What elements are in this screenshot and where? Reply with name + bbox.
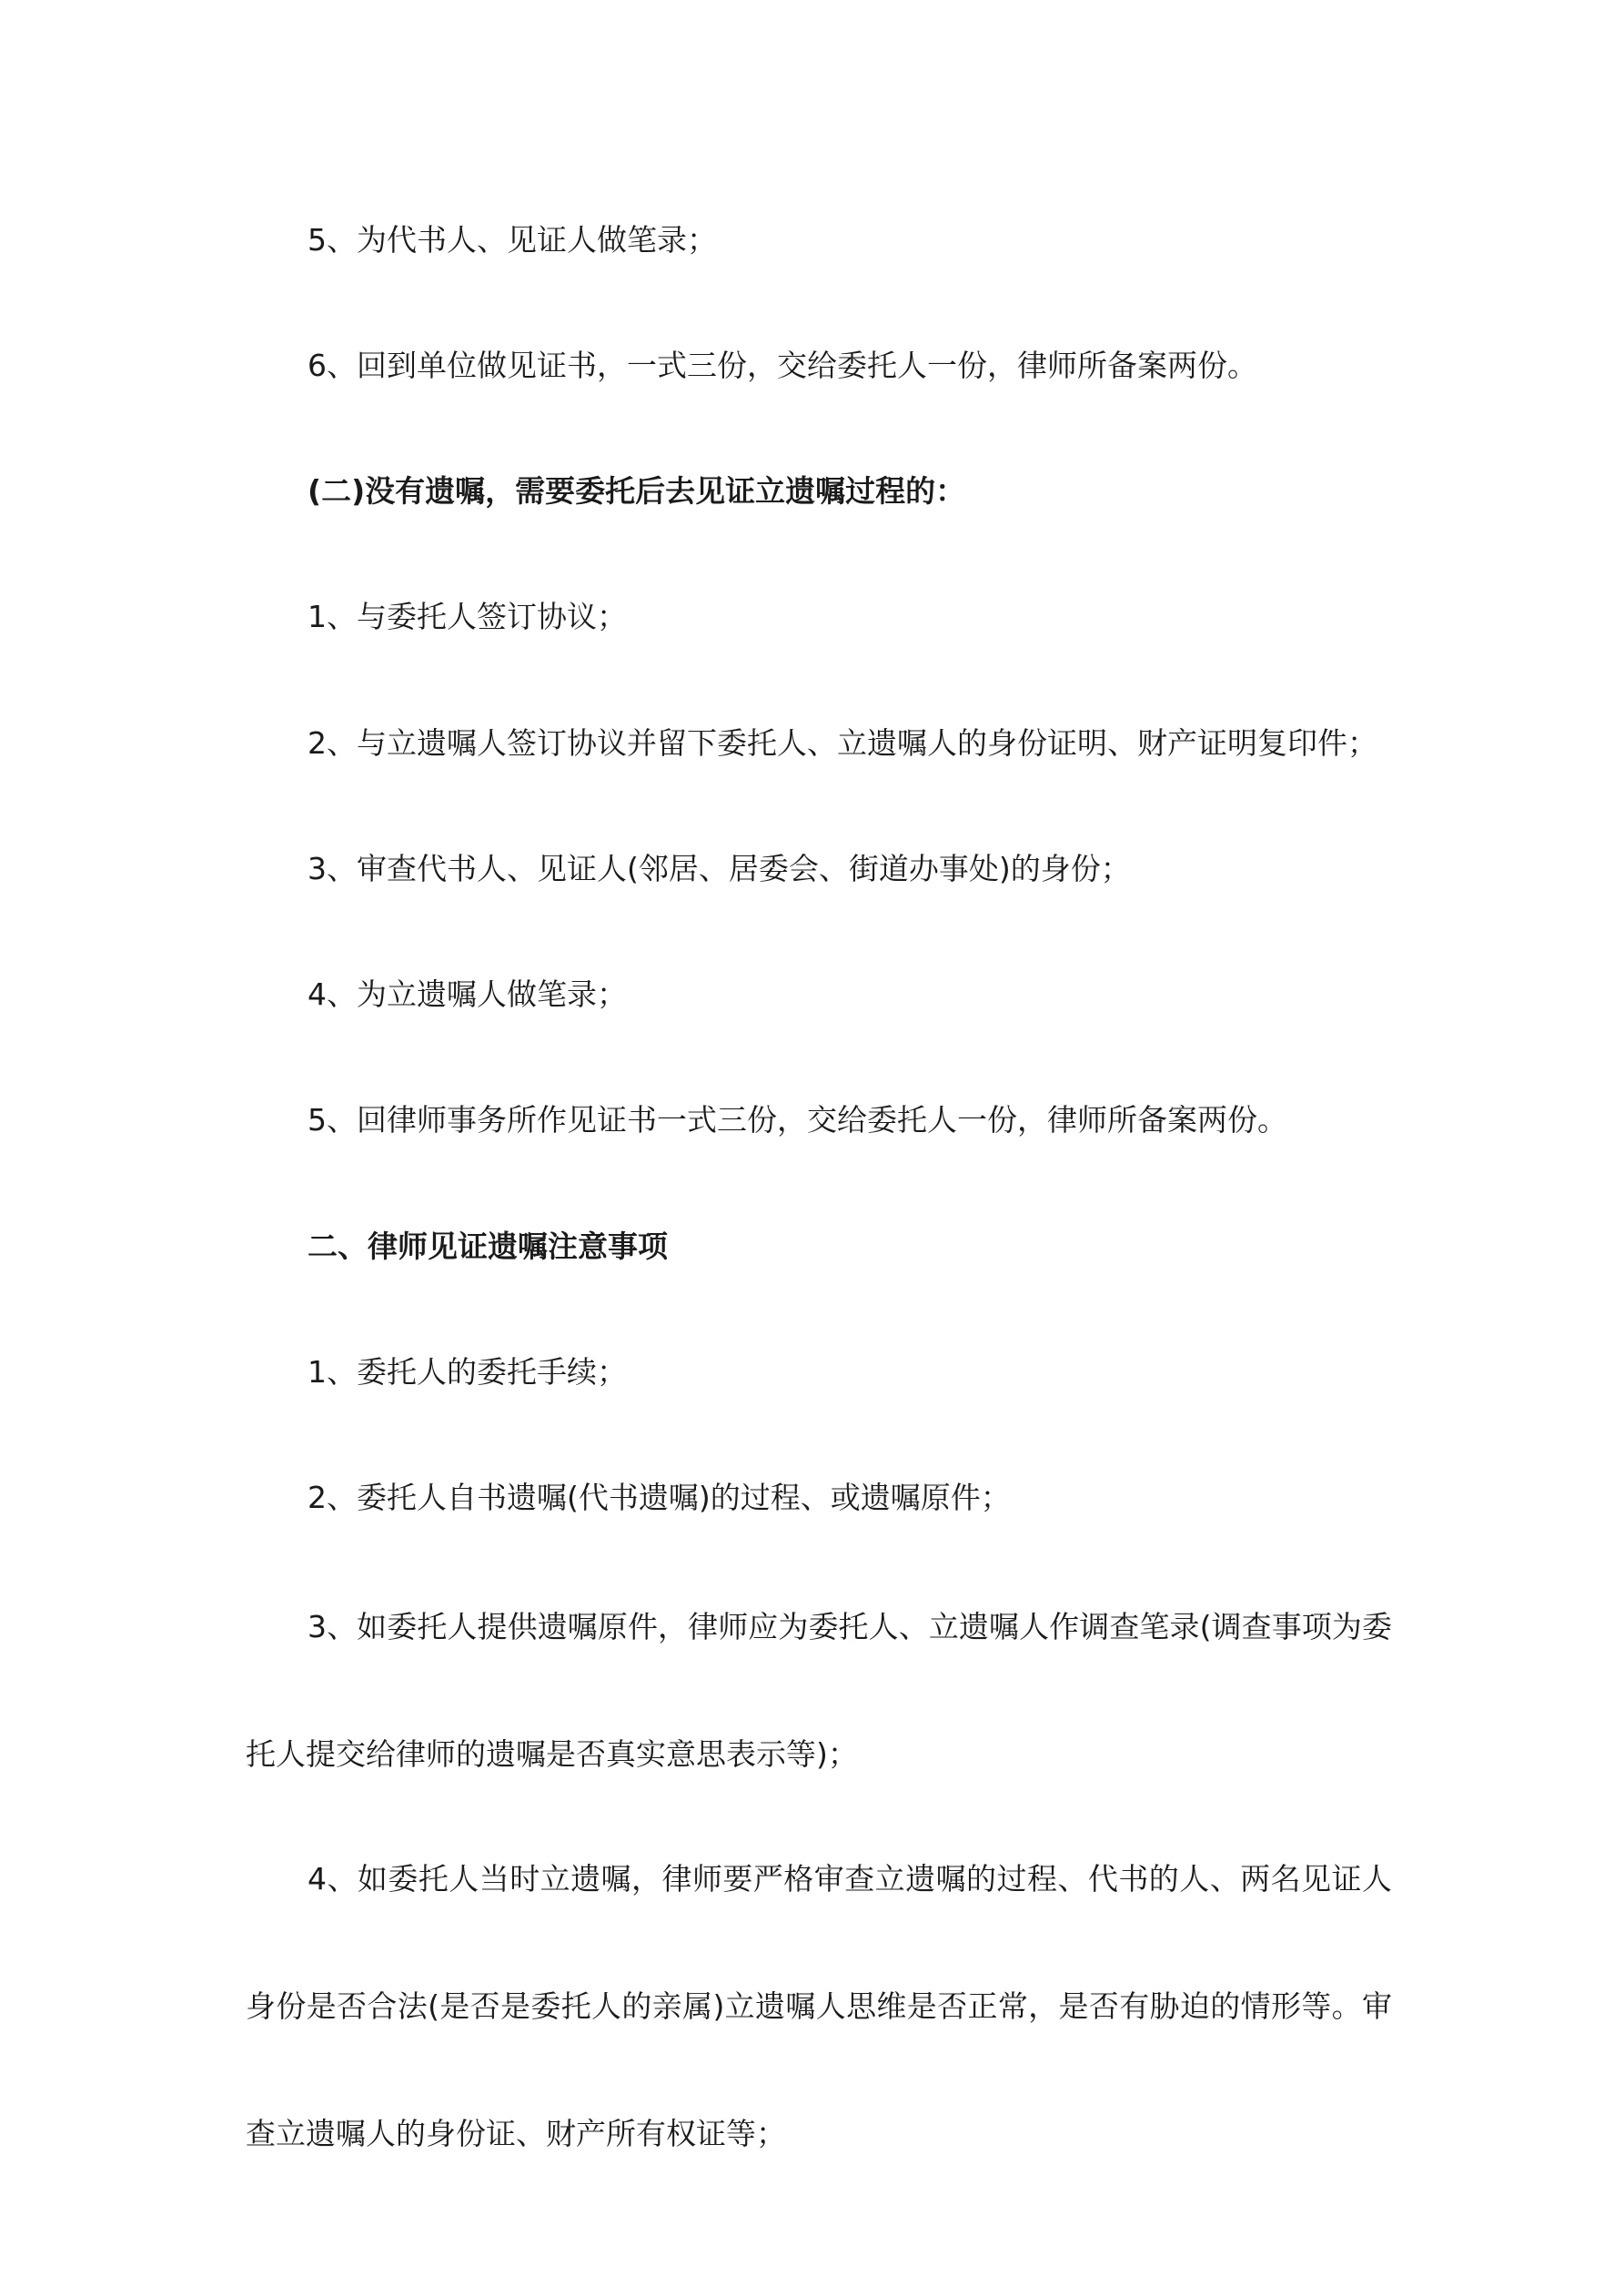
paragraph-7: 5、回律师事务所作见证书一式三份，交给委托人一份，律师所备案两份。 <box>308 1102 1287 1138</box>
paragraph-10: 3、如委托人提供遗嘱原件，律师应为委托人、立遗嘱人作调查笔录(调查事项为委托人提交给律师的遗嘱是否真实意思表示等)； <box>246 1609 1392 1772</box>
paragraph-1: 5、为代书人、见证人做笔录； <box>308 222 717 258</box>
paragraph-2: 6、回到单位做见证书，一式三份，交给委托人一份，律师所备案两份。 <box>308 348 1257 383</box>
section-heading-no-will: (二)没有遗嘱，需要委托后去见证立遗嘱过程的： <box>308 473 966 509</box>
paragraph-3: 1、与委托人签订协议； <box>308 599 627 634</box>
paragraph-6: 4、为立遗嘱人做笔录； <box>308 976 627 1012</box>
paragraph-9: 2、委托人自书遗嘱(代书遗嘱)的过程、或遗嘱原件； <box>308 1480 1011 1515</box>
paragraph-11: 4、如委托人当时立遗嘱，律师要严格审查立遗嘱的过程、代书的人、两名见证人身份是否合法(是否是委托人的亲属)立遗嘱人思维是否正常，是否有胁迫的情形等。审查立遗嘱人的身份证、财产所有权证等； <box>246 1861 1392 2151</box>
section-heading-notes: 二、律师见证遗嘱注意事项 <box>308 1229 668 1264</box>
paragraph-8: 1、委托人的委托手续； <box>308 1354 627 1390</box>
paragraph-5: 3、审查代书人、见证人(邻居、居委会、街道办事处)的身份； <box>308 851 1131 886</box>
paragraph-4: 2、与立遗嘱人签订协议并留下委托人、立遗嘱人的身份证明、财产证明复印件； <box>308 725 1377 761</box>
